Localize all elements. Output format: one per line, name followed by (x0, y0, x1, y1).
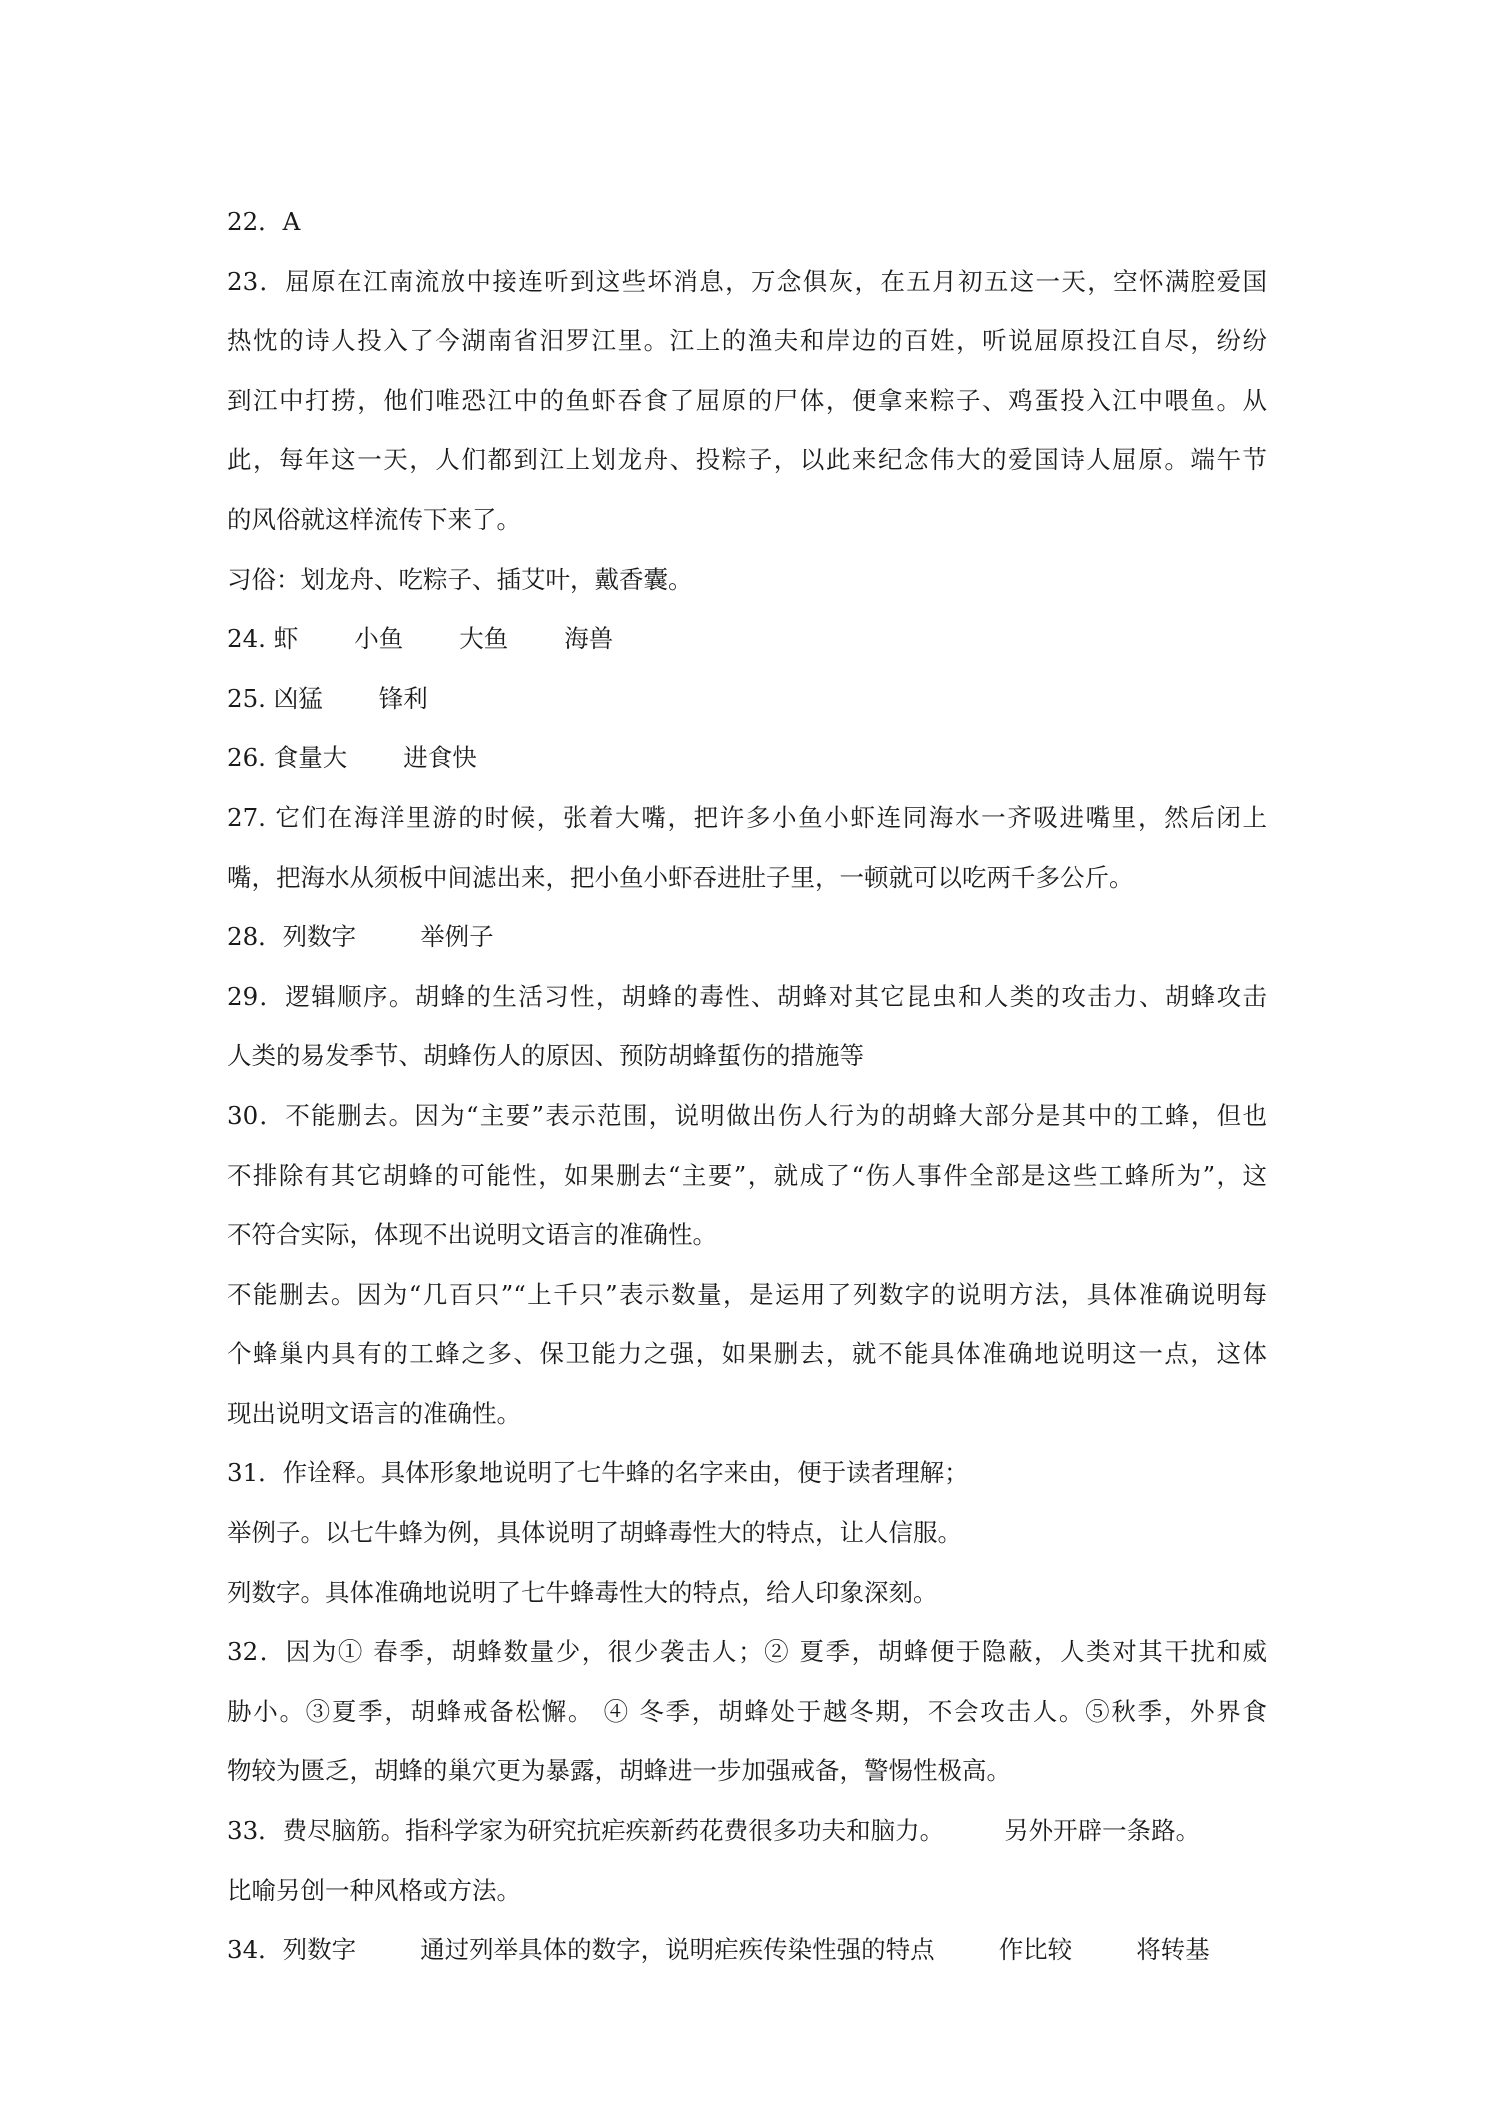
answer-23-line-5: 的风俗就这样流传下来了。 (227, 504, 521, 534)
answer-34-part-1: 34．列数字 (227, 1935, 357, 1965)
answer-24-part-1: 24. 虾 (227, 624, 299, 654)
answer-24-part-4: 海兽 (564, 624, 614, 654)
answer-32-line-2: 胁小。③夏季，胡蜂戒备松懈。 ④ 冬季，胡蜂处于越冬期，不会攻击人。⑤秋季，外界食 (227, 1696, 1267, 1726)
answer-33-line-2: 比喻另创一种风格或方法。 (227, 1875, 521, 1905)
answer-23-line-2: 热忱的诗人投入了今湖南省汨罗江里。江上的渔夫和岸边的百姓，听说屈原投江自尽，纷纷 (227, 326, 1267, 356)
answer-26-part-1: 26. 食量大 (227, 743, 348, 773)
answer-28-part-1: 28．列数字 (227, 922, 357, 952)
answer-23-customs: 习俗：划龙舟、吃粽子、插艾叶，戴香囊。 (227, 564, 693, 594)
answer-34-part-4: 将转基 (1136, 1935, 1210, 1965)
answer-26 (227, 728, 1267, 788)
answer-31-line-2: 举例子。以七牛蜂为例，具体说明了胡蜂毒性大的特点，让人信服。 (227, 1518, 962, 1548)
answer-27-line-1: 27. 它们在海洋里游的时候，张着大嘴，把许多小鱼小虾连同海水一齐吸进嘴里，然后闭上 (227, 802, 1267, 832)
answer-30-line-6: 现出说明文语言的准确性。 (227, 1398, 521, 1428)
answer-24 (227, 609, 1267, 669)
answer-31-line-3: 列数字。具体准确地说明了七牛蜂毒性大的特点，给人印象深刻。 (227, 1577, 938, 1607)
answer-23-line-1: 23．屈原在江南流放中接连听到这些坏消息，万念俱灰，在五月初五这一天，空怀满腔爱国 (227, 266, 1267, 296)
answer-30-line-4: 不能删去。因为“几百只”“上千只”表示数量，是运用了列数字的说明方法，具体准确说明每 (227, 1279, 1267, 1309)
answer-29-line-1: 29．逻辑顺序。胡蜂的生活习性，胡蜂的毒性、胡蜂对其它昆虫和人类的攻击力、胡蜂攻击 (227, 981, 1267, 1011)
answer-22: 22．A (227, 207, 301, 236)
answer-29-line-2: 人类的易发季节、胡蜂伤人的原因、预防胡蜂蜇伤的措施等 (227, 1041, 864, 1071)
answer-30-line-1: 30．不能删去。因为“主要”表示范围，说明做出伤人行为的胡蜂大部分是其中的工蜂，但也 (227, 1100, 1267, 1130)
answer-28-part-2: 举例子 (420, 922, 494, 952)
answer-25-part-2: 锋利 (378, 683, 428, 713)
answer-30-line-2: 不排除有其它胡蜂的可能性，如果删去“主要”，就成了“伤人事件全部是这些工蜂所为”，这 (227, 1160, 1267, 1190)
answer-30-line-3: 不符合实际，体现不出说明文语言的准确性。 (227, 1220, 717, 1250)
answer-33-part-1: 33．费尽脑筋。指科学家为研究抗疟疾新药花费很多功夫和脑力。 (227, 1816, 945, 1846)
answer-33-line-1 (227, 1801, 1267, 1861)
answer-25-part-1: 25. 凶猛 (227, 683, 323, 713)
answer-23-line-3: 到江中打捞，他们唯恐江中的鱼虾吞食了屈原的尸体，便拿来粽子、鸡蛋投入江中喂鱼。从 (227, 385, 1267, 415)
answer-32-line-1: 32．因为① 春季，胡蜂数量少，很少袭击人；② 夏季，胡蜂便于隐蔽，人类对其干扰和威 (227, 1637, 1267, 1667)
answer-26-part-2: 进食快 (403, 743, 477, 773)
answer-30-line-5: 个蜂巢内具有的工蜂之多、保卫能力之强，如果删去，就不能具体准确地说明这一点，这体 (227, 1339, 1267, 1369)
answer-23-line-4: 此，每年这一天，人们都到江上划龙舟、投粽子，以此来纪念伟大的爱国诗人屈原。端午节 (227, 445, 1267, 475)
answer-34-part-3: 作比较 (998, 1935, 1073, 1965)
answer-32-line-3: 物较为匮乏，胡蜂的巢穴更为暴露，胡蜂进一步加强戒备，警惕性极高。 (227, 1756, 1011, 1786)
answer-24-part-3: 大鱼 (459, 624, 509, 654)
answer-27-line-2: 嘴，把海水从须板中间滤出来，把小鱼小虾吞进肚子里，一顿就可以吃两千多公斤。 (227, 862, 1134, 892)
answer-25 (227, 669, 1267, 729)
answer-34-part-2: 通过列举具体的数字，说明疟疾传染性强的特点 (420, 1935, 935, 1965)
answer-text-block (227, 192, 1267, 1980)
answer-24-part-2: 小鱼 (354, 624, 404, 654)
answer-31-line-1: 31．作诠释。具体形象地说明了七牛蜂的名字来由，便于读者理解； (227, 1458, 969, 1488)
answer-34 (227, 1920, 1267, 1980)
answer-33-part-2: 另外开辟一条路。 (1004, 1816, 1201, 1846)
answer-28 (227, 907, 1267, 967)
